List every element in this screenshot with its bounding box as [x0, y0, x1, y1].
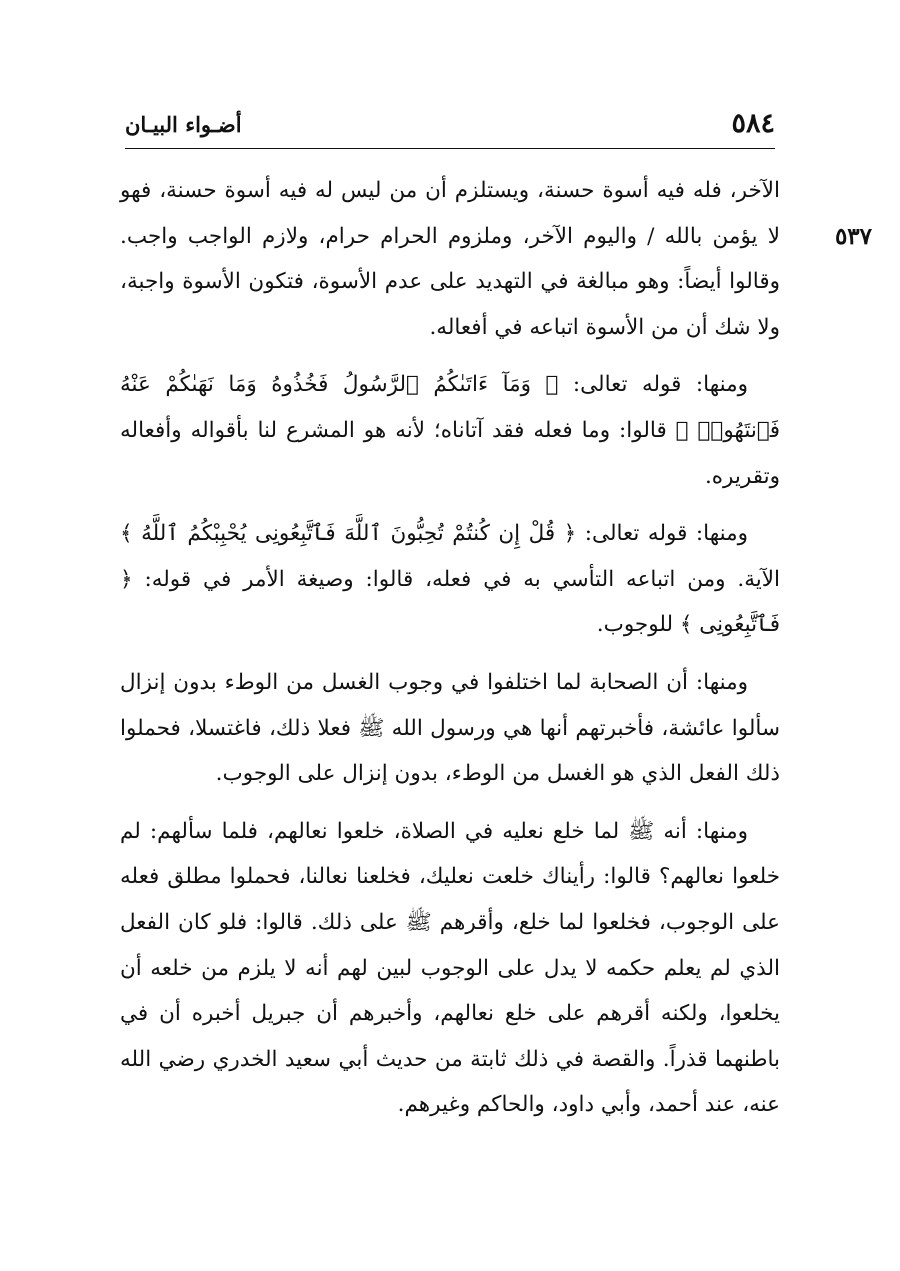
margin-page-marker: ٥٣٧ — [834, 223, 872, 250]
paragraph: ومنها: قوله تعالى: ﴿ وَمَآ ءَاتَىٰكُمُ ٱلرَّسُولُ فَخُذُوهُ وَمَا نَهَىٰكُمْ عَنْهُ فَٱنتَهُوا۟ ﴾ قالوا: وما فعله فقد آتاناه؛ لأنه هو المشرع لنا بأقواله وأفعاله وتقريره. — [120, 372, 780, 489]
paragraph: ومنها: قوله تعالى: ﴿ قُلْ إِن كُنتُمْ تُحِبُّونَ ٱللَّهَ فَٱتَّبِعُونِى يُحْبِبْكُمُ ٱللَّهُ ﴾ الآية. ومن اتباعه التأسي به في فعله، قالوا: وصيغة الأمر في قوله: ﴿ فَٱتَّبِعُونِى ﴾ للوجوب. — [120, 521, 780, 638]
body-text — [120, 168, 780, 1140]
paragraph: الآخر، فله فيه أسوة حسنة، ويستلزم أن من ليس له فيه أسوة حسنة، فهو لا يؤمن بالله / واليوم الآخر، وملزوم الحرام حرام، ولازم الواجب واجب. وقالوا أيضاً: وهو مبالغة في التهديد على عدم الأسوة، فتكون الأسوة واجبة، ولا شك أن من الأسوة اتباعه في أفعاله. — [120, 178, 780, 340]
paragraph: ومنها: أنه ﷺ لما خلع نعليه في الصلاة، خلعوا نعالهم، فلما سألهم: لم خلعوا نعالهم؟ قالوا: رأيناك خلعت نعليك، فخلعنا نعالنا، فحملوا مطلق فعله على الوجوب، فخلعوا لما خلع، وأقرهم ﷺ على ذلك. قالوا: فلو كان الفعل الذي لم يعلم حكمه لا يدل على الوجوب لبين لهم أنه لا يلزم من خلعه أن يخلعوا، ولكنه أقرهم على خلع نعالهم، وأخبرهم أن جبريل أخبره أن في باطنهما قذراً. والقصة في ذلك ثابتة من حديث أبي سعيد الخدري رضي الله عنه، عند أحمد، وأبي داود، والحاكم وغيرهم. — [120, 818, 780, 1118]
paragraph: ومنها: أن الصحابة لما اختلفوا في وجوب الغسل من الوطء بدون إنزال سألوا عائشة، فأخبرتهم أنها هي ورسول الله ﷺ فعلا ذلك، فاغتسلا، فحملوا ذلك الفعل الذي هو الغسل من الوطء، بدون إنزال على الوجوب. — [120, 669, 780, 787]
page-number: ٥٨٤ — [731, 108, 775, 139]
page-header — [125, 108, 775, 149]
running-title: أضـواء البيـان — [125, 112, 242, 137]
